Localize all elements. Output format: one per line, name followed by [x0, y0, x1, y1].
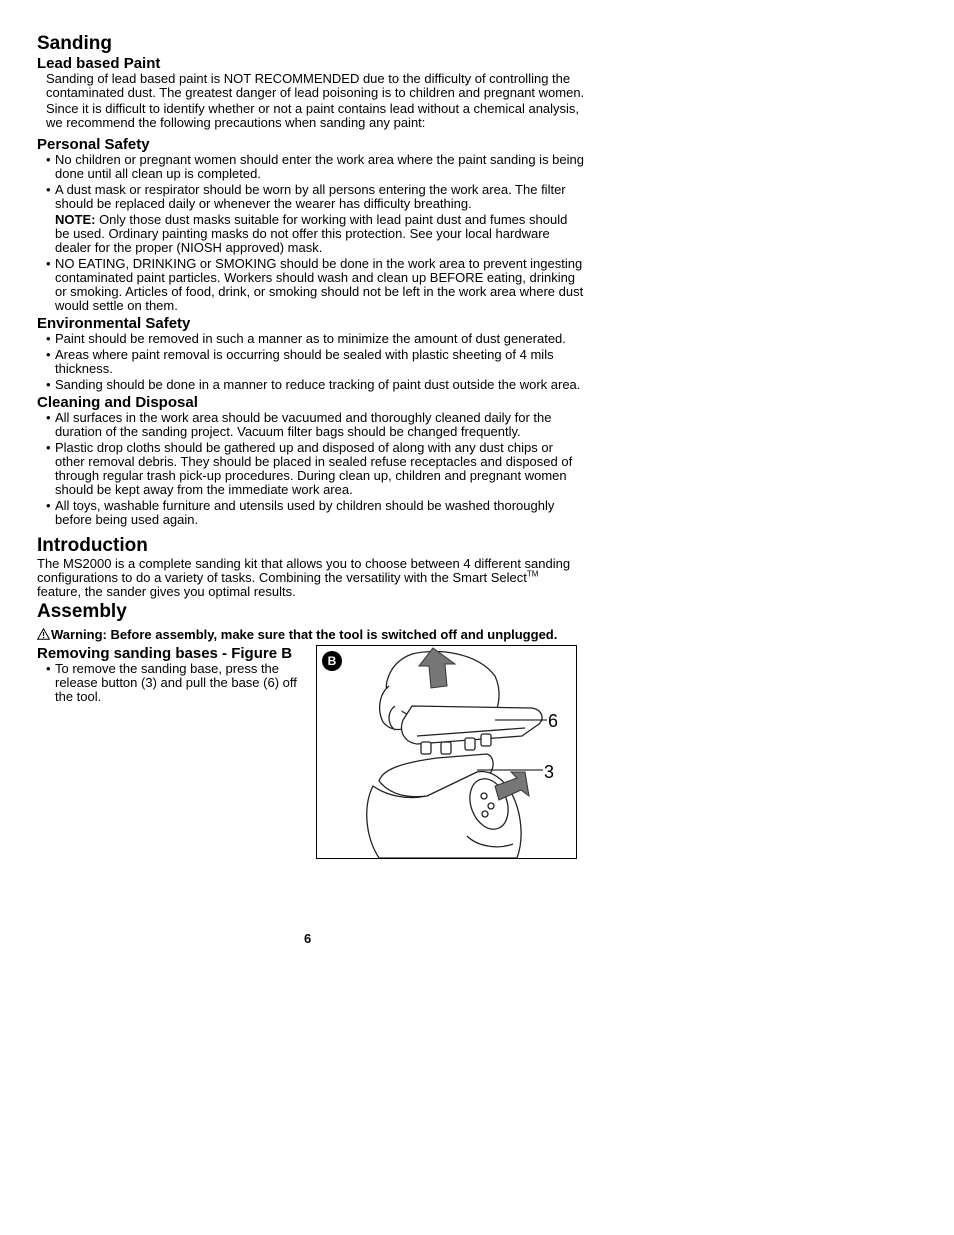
list-item: [37, 499, 585, 527]
personal-safety-heading: Personal Safety: [37, 136, 150, 153]
list-item-text: NO EATING, DRINKING or SMOKING should be done in the work area to prevent ingesting contaminated paint particles. Workers should wash and clean up BEFORE eating, drinking or smoking. Articles of food, drink, or smoking should not be left in the work area where dust would settle on them.: [55, 256, 584, 313]
sander-illustration: [317, 646, 576, 858]
note-label: NOTE:: [55, 212, 96, 227]
personal-safety-list-continued: [37, 257, 585, 313]
list-item: [37, 183, 585, 211]
callout-6: 6: [548, 711, 559, 731]
introduction-title: Introduction: [37, 535, 148, 556]
list-item: [37, 441, 585, 497]
list-item-text: Areas where paint removal is occurring should be sealed with plastic sheeting of 4 mils thickness.: [55, 347, 554, 376]
lead-paint-paragraph-1: Sanding of lead based paint is NOT RECOMMENDED due to the difficulty of controlling the contaminated dust. The greatest danger of lead poisoning is to children and pregnant women.: [46, 71, 585, 100]
list-item: [37, 153, 585, 181]
assembly-warning: [37, 627, 585, 642]
assembly-title: Assembly: [37, 601, 127, 622]
list-item-text: All toys, washable furniture and utensils used by children should be washed thoroughly before being used again.: [55, 498, 555, 527]
lead-paint-heading: Lead based Paint: [37, 55, 161, 72]
warning-text: Warning: Before assembly, make sure that the tool is switched off and unplugged.: [51, 627, 558, 642]
page-number: 6: [304, 931, 312, 946]
bullet: •: [46, 182, 51, 197]
removing-bases-text: [37, 645, 312, 706]
environmental-safety-heading: Environmental Safety: [37, 315, 191, 332]
bullet: •: [46, 256, 51, 271]
removing-bases-list: [37, 662, 312, 704]
list-item-text: Paint should be removed in such a manner as to minimize the amount of dust generated.: [55, 331, 566, 346]
lead-paint-paragraph-2: Since it is difficult to identify whether or not a paint contains lead without a chemical analysis, we recommend the following precautions when sanding any paint:: [46, 101, 580, 130]
bullet: •: [46, 440, 51, 455]
cleaning-disposal-heading: Cleaning and Disposal: [37, 394, 198, 411]
list-item-text: Sanding should be done in a manner to reduce tracking of paint dust outside the work area.: [55, 377, 581, 392]
list-item: [37, 662, 312, 704]
trademark-mark: TM: [526, 569, 539, 579]
note-text: Only those dust masks suitable for working with lead paint dust and fumes should be used. Ordinary painting masks do not offer this protection. See your local hardware dealer for the proper (NIOSH approved) mask.: [55, 212, 568, 255]
list-item-text: To remove the sanding base, press the release button (3) and pull the base (6) off the tool.: [55, 661, 297, 704]
introduction-text-end: feature, the sander gives you optimal results.: [37, 584, 296, 599]
introduction-text: The MS2000 is a complete sanding kit that allows you to choose between 4 different sanding configurations to do a variety of tasks. Combining the versatility with the Smart Select: [37, 556, 571, 585]
list-item: [37, 411, 585, 439]
sanding-title: Sanding: [37, 33, 112, 54]
callout-3: 3: [544, 762, 555, 782]
note-paragraph: [37, 213, 585, 255]
list-item: [37, 332, 585, 346]
bullet: •: [46, 152, 51, 167]
list-item: [37, 348, 585, 376]
bullet: •: [46, 347, 51, 362]
cleaning-disposal-list: [37, 411, 585, 527]
removing-bases-heading: Removing sanding bases - Figure B: [37, 645, 293, 662]
list-item: [37, 257, 585, 313]
environmental-safety-list: [37, 332, 585, 392]
bullet: •: [46, 377, 51, 392]
personal-safety-list: [37, 153, 585, 211]
figure-b: [316, 645, 577, 859]
list-item-text: Plastic drop cloths should be gathered up and disposed of along with any dust chips or other removal debris. They should be placed in sealed refuse receptacles and disposed of through regular trash pick-up procedures. During clean up, children and pregnant women should be kept away from the immediate work area.: [55, 440, 573, 497]
page-content: [37, 33, 585, 865]
bullet: •: [46, 331, 51, 346]
list-item-text: No children or pregnant women should enter the work area where the paint sanding is being done until all clean up is completed.: [55, 152, 584, 181]
introduction-paragraph: [37, 557, 585, 599]
removing-bases-section: [37, 645, 585, 865]
list-item: [37, 378, 585, 392]
bullet: •: [46, 661, 51, 676]
figure-label-badge: B: [322, 651, 342, 671]
bullet: •: [46, 498, 51, 513]
bullet: •: [46, 410, 51, 425]
list-item-text: All surfaces in the work area should be vacuumed and thoroughly cleaned daily for the duration of the sanding project. Vacuum filter bags should be changed frequently.: [55, 410, 552, 439]
warning-triangle-icon: [37, 628, 50, 640]
list-item-text: A dust mask or respirator should be worn by all persons entering the work area. The filter should be replaced daily or whenever the wearer has difficulty breathing.: [55, 182, 566, 211]
